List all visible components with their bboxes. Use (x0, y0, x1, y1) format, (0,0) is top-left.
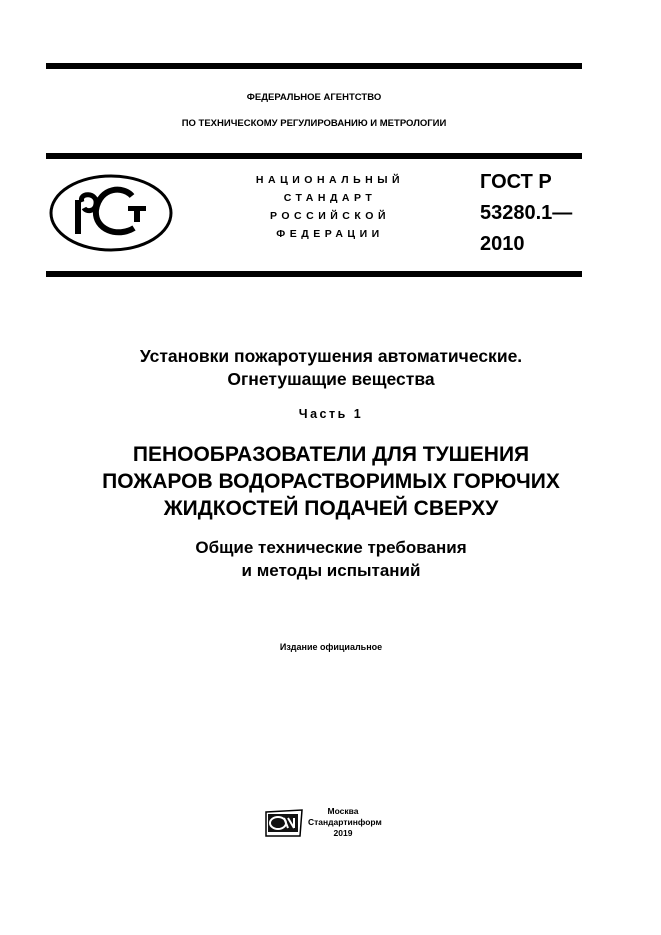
designation-line-1: ГОСТ Р (480, 171, 552, 193)
publication-year: 2019 (333, 828, 353, 838)
natstd-line-1: НАЦИОНАЛЬНЫЙ (255, 174, 405, 186)
rst-gost-emblem-icon (48, 172, 174, 254)
standard-designation (480, 167, 572, 260)
agency-line-2: ПО ТЕХНИЧЕСКОМУ РЕГУЛИРОВАНИЮ И МЕТРОЛОГИИ (181, 118, 447, 129)
main-title-line-2: ПОЖАРОВ ВОДОРАСТВОРИМЫХ ГОРЮЧИХ (102, 470, 560, 493)
subtitle-line-1: Общие технические требования (195, 538, 467, 557)
edition-label: Издание официальное (279, 642, 383, 652)
publisher-city: Москва (327, 806, 359, 816)
main-title (46, 441, 616, 522)
part-label: Часть 1 (298, 407, 364, 421)
series-title-line-2: Огнетушащие вещества (227, 369, 435, 389)
publisher-name: Стандартинформ (308, 817, 382, 827)
standartinform-logo-icon (264, 808, 308, 838)
header-rule (46, 153, 582, 159)
top-rule (46, 63, 582, 69)
agency-line-1: ФЕДЕРАЛЬНОЕ АГЕНТСТВО (246, 92, 382, 103)
subtitle (46, 536, 616, 582)
main-title-line-1: ПЕНООБРАЗОВАТЕЛИ ДЛЯ ТУШЕНИЯ (132, 443, 530, 466)
standard-block-rule (46, 271, 582, 277)
document-series-title (46, 345, 616, 391)
subtitle-line-2: и методы испытаний (241, 561, 421, 580)
natstd-line-4: ФЕДЕРАЦИИ (276, 228, 384, 240)
national-standard-label (230, 171, 430, 243)
series-title-line-1: Установки пожаротушения автоматические. (139, 346, 523, 366)
designation-line-2: 53280.1— (480, 202, 573, 224)
designation-line-3: 2010 (480, 233, 525, 255)
natstd-line-2: СТАНДАРТ (283, 192, 377, 204)
main-title-line-3: ЖИДКОСТЕЙ ПОДАЧЕЙ СВЕРХУ (163, 497, 499, 520)
natstd-line-3: РОССИЙСКОЙ (270, 210, 390, 222)
publisher-info (308, 806, 382, 839)
